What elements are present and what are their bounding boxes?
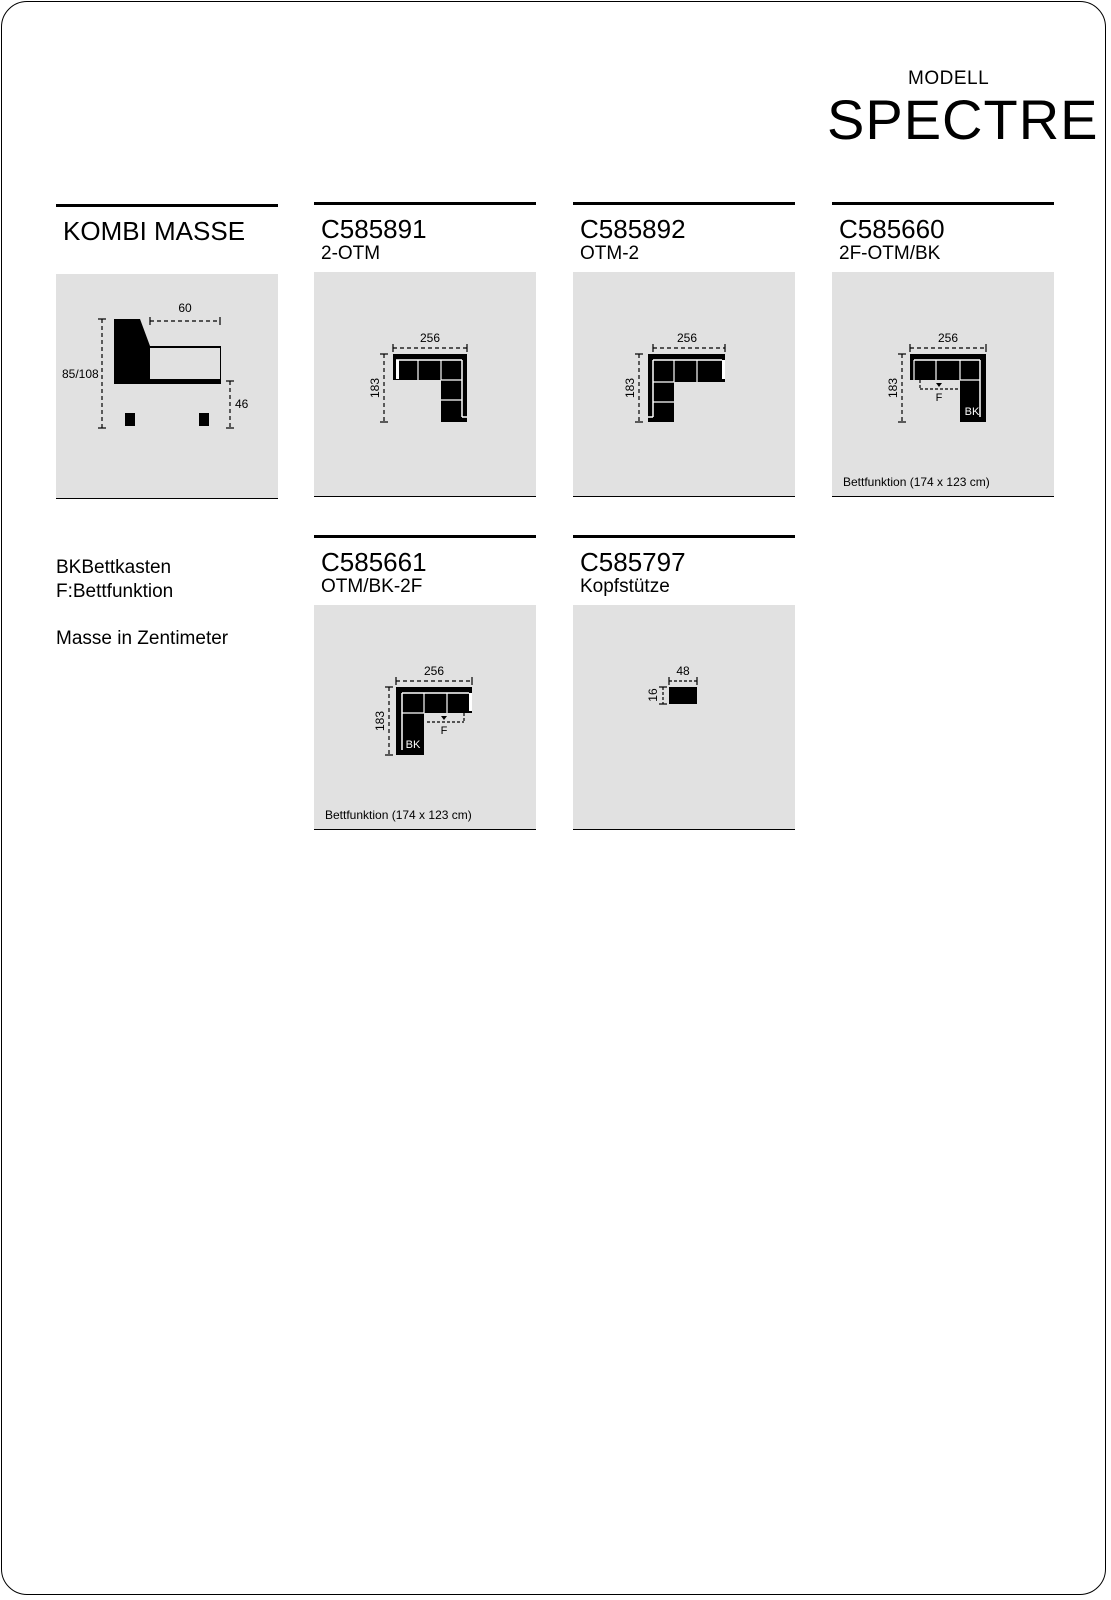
bettfunktion-marker: F [440, 725, 448, 737]
card-title: KOMBI MASSE [63, 216, 246, 246]
depth-label: 183 [373, 710, 387, 732]
width-label: 256 [419, 331, 441, 345]
legend-units: Masse in Zentimeter [56, 628, 229, 649]
bettfunktion-note: Bettfunktion (174 x 123 cm) [325, 808, 472, 822]
product-config: 2-OTM [321, 243, 381, 264]
legend-bettfunktion: F:Bettfunktion [56, 581, 174, 602]
bettkasten-marker: BK [405, 739, 421, 751]
width-label: 256 [423, 664, 445, 678]
width-label: 256 [937, 331, 959, 345]
floorplan-drawing [314, 605, 536, 830]
card-rule [573, 535, 795, 538]
product-config: OTM-2 [580, 243, 640, 264]
floorplan-panel [832, 272, 1054, 497]
depth-label: 183 [623, 377, 637, 399]
product-config: OTM/BK-2F [321, 576, 423, 597]
width-label: 48 [676, 664, 690, 678]
bettfunktion-note: Bettfunktion (174 x 123 cm) [843, 475, 990, 489]
depth-label: 16 [646, 688, 660, 702]
depth-label: 183 [368, 377, 382, 399]
side-profile-drawing [56, 274, 278, 499]
card-rule [314, 202, 536, 205]
card-rule [573, 202, 795, 205]
product-code: C585892 [580, 214, 686, 244]
side-profile-panel [56, 274, 278, 499]
headrest-panel [573, 605, 795, 830]
floorplan-panel [314, 605, 536, 830]
floorplan-panel [314, 272, 536, 497]
dim-depth-label: 60 [178, 301, 192, 315]
floorplan-drawing [832, 272, 1054, 497]
product-code: C585660 [839, 214, 945, 244]
depth-label: 183 [886, 377, 900, 399]
legend-bettkasten: BKBettkasten [56, 557, 172, 578]
product-code: C585797 [580, 547, 686, 577]
model-name: SPECTRE [827, 88, 1099, 151]
floorplan-panel [573, 272, 795, 497]
dim-seat-label: 46 [235, 397, 249, 411]
product-code: C585891 [321, 214, 427, 244]
width-label: 256 [676, 331, 698, 345]
modell-label: MODELL [908, 68, 990, 89]
product-code: C585661 [321, 547, 427, 577]
bettkasten-marker: BK [964, 406, 980, 418]
card-rule [56, 204, 278, 207]
bettfunktion-marker: F [935, 392, 943, 404]
headrest-drawing [573, 605, 795, 830]
dim-height-label: 85/108 [62, 367, 99, 381]
card-rule [314, 535, 536, 538]
product-config: 2F-OTM/BK [839, 243, 941, 264]
floorplan-drawing [573, 272, 795, 497]
floorplan-drawing [314, 272, 536, 497]
card-rule [832, 202, 1054, 205]
product-config: Kopfstütze [580, 576, 670, 597]
